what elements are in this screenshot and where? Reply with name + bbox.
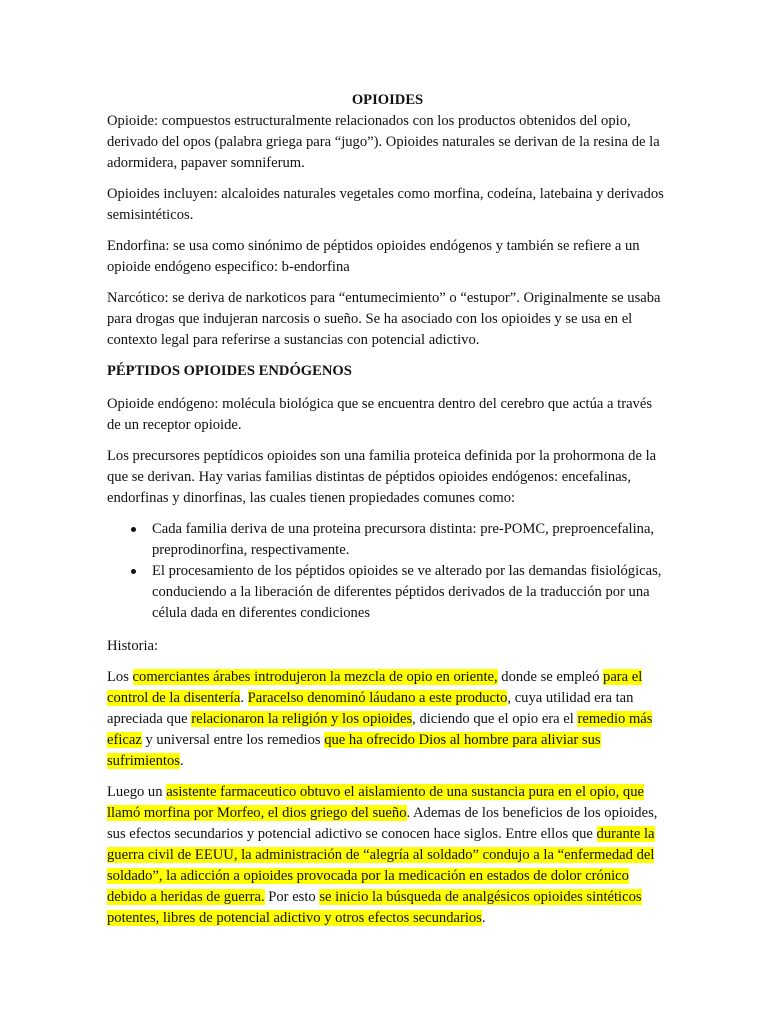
paragraph-opioide-definition: Opioide: compuestos estructuralmente relacionados con los productos obtenidos del opio, derivado del opos (palabra griega para “jugo”). Opioides naturales se derivan de la resina de la adormidera, papaver somniferum. [107, 113, 660, 171]
text-run: Luego un [107, 784, 167, 800]
paragraph-endorfina: Endorfina: se usa como sinónimo de péptidos opioides endógenos y también se refiere a un opioide endógeno especifico: b-endorfina [107, 238, 640, 275]
text-run: Los [107, 669, 133, 685]
text-run: . Ademas de los beneficios de los opioides, sus efectos secundarios y potencial adictivo se conocen hace siglos. Entre ellos que [107, 805, 658, 842]
highlighted-text: se inicio la búsqueda de analgésicos opioides sintéticos potentes, libres de potencial adictivo y otros efectos secundarios [107, 889, 642, 926]
document-title: OPIOIDES [351, 92, 424, 108]
highlighted-text: durante la guerra civil de EEUU, la administración de “alegría al soldado” condujo a la “enfermedad del soldado”, la adicción a opioides provocada por la medicación en estados de dolor crónico debido a heridas de guerra. [107, 826, 655, 905]
section-heading: PÉPTIDOS OPIOIDES ENDÓGENOS [107, 363, 352, 379]
list-item [152, 561, 668, 624]
historia-label: Historia: [107, 638, 159, 654]
text-run: donde se empleó [497, 669, 604, 685]
highlighted-text: remedio más eficaz [107, 711, 653, 748]
paragraph-historia-2 [107, 782, 668, 929]
text-run: , diciendo que el opio era el [412, 711, 578, 727]
text-run: . [240, 690, 248, 706]
paragraph-opioide-endogeno: Opioide endógeno: molécula biológica que se encuentra dentro del cerebro que actúa a través de un receptor opioide. [107, 396, 653, 433]
paragraph-precursores: Los precursores peptídicos opioides son una familia proteica definida por la prohormona de la que se derivan. Hay varias familias distintas de péptidos opioides endógenos: encefalinas, endorfinas y dinorfinas, las cuales tienen propiedades comunes como: [107, 448, 657, 506]
highlighted-text: relacionaron la religión y los opioides [191, 711, 413, 727]
bullet-icon [131, 569, 136, 574]
text-run: . [481, 910, 486, 926]
highlighted-text: que ha ofrecido Dios al hombre para aliviar sus sufrimientos [107, 732, 601, 769]
highlighted-text: Paracelso denominó láudano a este producto [247, 690, 508, 706]
text-run: , cuya utilidad era tan apreciada que [107, 690, 634, 727]
text-run: y universal entre los remedios [141, 732, 325, 748]
list-item [152, 519, 668, 561]
list-item-text: El procesamiento de los péptidos opioides se ve alterado por las demandas fisiológicas, conduciendo a la liberación de diferentes péptidos derivados de la traducción por una célula dada en diferentes condiciones [152, 563, 662, 621]
bullet-icon [131, 527, 136, 532]
text-run: . [179, 753, 184, 769]
paragraph-historia-1 [107, 667, 668, 772]
paragraph-narcotico: Narcótico: se deriva de narkoticos para “entumecimiento” o “estupor”. Originalmente se usaba para drogas que indujeran narcosis o sueño. Se ha asociado con los opioides y se usa en el contexto legal para referirse a sustancias con potencial adictivo. [107, 290, 661, 348]
paragraph-opioides-incluyen: Opioides incluyen: alcaloides naturales vegetales como morfina, codeína, latebaina y derivados semisintéticos. [107, 186, 664, 223]
highlighted-text: para el control de la disentería [107, 669, 643, 706]
highlighted-text: asistente farmaceutico obtuvo el aislamiento de una sustancia pura en el opio, que llamó morfina por Morfeo, el dios griego del sueño [107, 784, 644, 821]
bullet-list [107, 519, 668, 624]
text-run: Por esto [264, 889, 320, 905]
highlighted-text: comerciantes árabes introdujeron la mezcla de opio en oriente, [132, 669, 498, 685]
list-item-text: Cada familia deriva de una proteina precursora distinta: pre-POMC, preproencefalina, preprodinorfina, respectivamente. [152, 521, 655, 558]
